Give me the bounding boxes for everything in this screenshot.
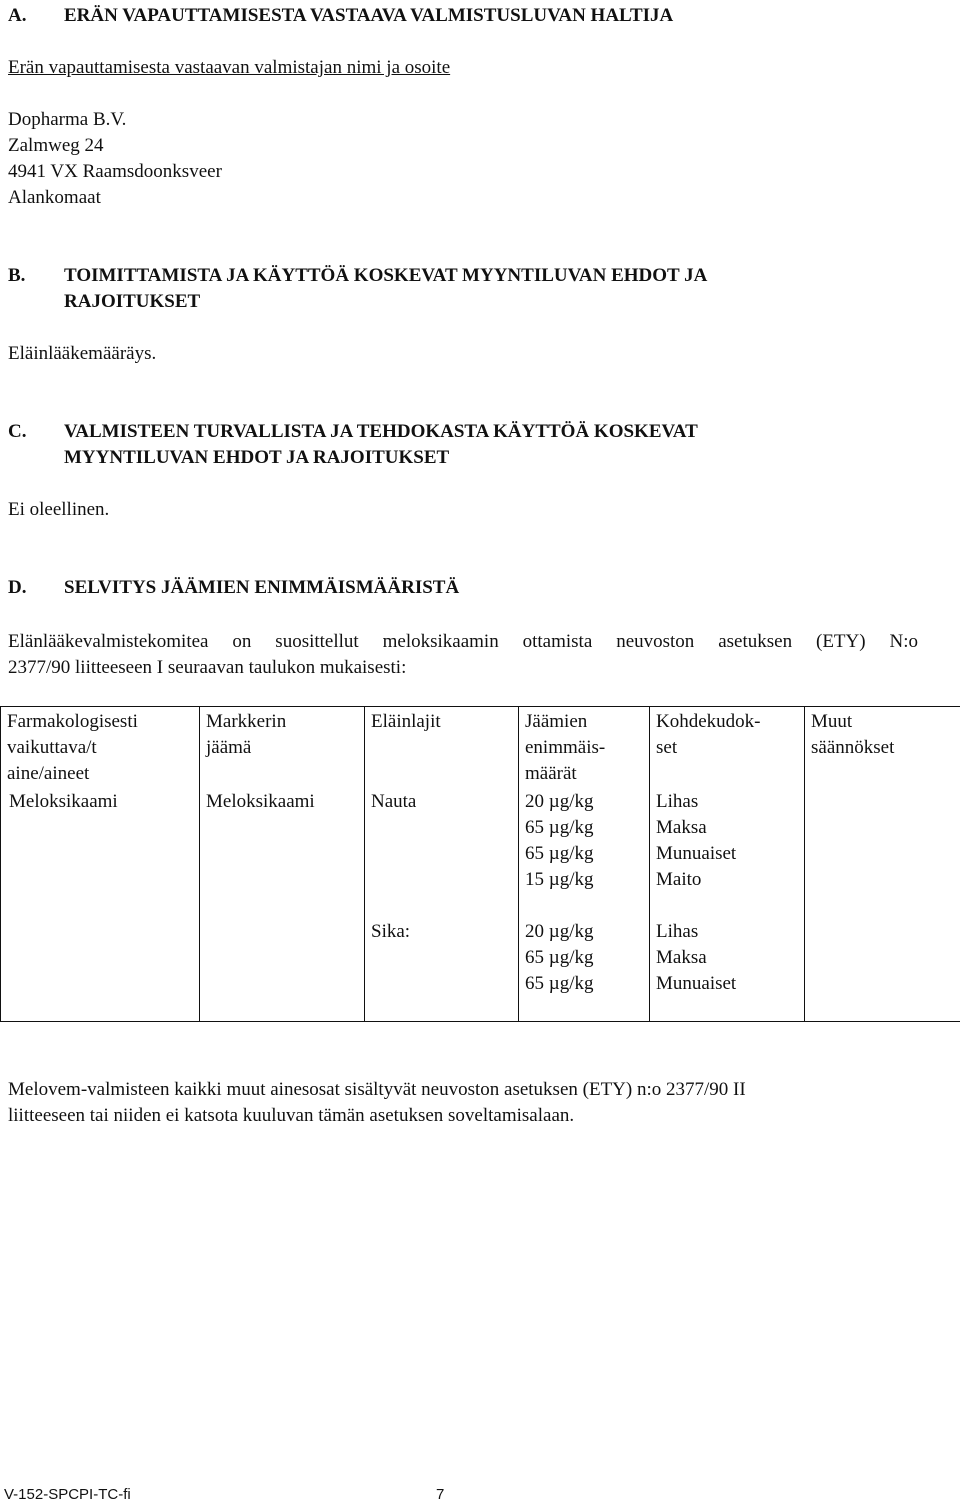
- section-a-subheading: Erän vapauttamisesta vastaavan valmistajan nimi ja osoite: [8, 57, 451, 78]
- species-name: Nauta: [371, 791, 417, 812]
- cell-substance: Meloksikaami: [1, 787, 200, 1022]
- cell-other: [805, 787, 960, 1022]
- species-name: Sika:: [371, 921, 411, 942]
- section-c-text: Ei oleellinen.: [8, 499, 110, 520]
- section-d-letter: D.: [8, 577, 27, 598]
- section-c-heading: [8, 419, 948, 471]
- closing-paragraph-line: Melovem-valmisteen kaikki muut ainesosat sisältyvät neuvoston asetuksen (ETY) n:o 2377/90 II: [8, 1079, 746, 1100]
- section-c-title-line: MYYNTILUVAN EHDOT JA RAJOITUKSET: [64, 447, 450, 468]
- section-b-title-line: RAJOITUKSET: [64, 291, 201, 312]
- cell-marker: Meloksikaami: [200, 787, 365, 1022]
- section-c-letter: C.: [8, 421, 27, 442]
- section-a-letter: A.: [8, 5, 27, 26]
- section-d-intro-line: Elänlääkevalmistekomitea on suosittellut meloksikaamin ottamista neuvoston asetuksen (ETY) N:o: [8, 631, 918, 652]
- section-a-heading: [8, 3, 948, 29]
- section-d-title: SELVITYS JÄÄMIEN ENIMMÄISMÄÄRISTÄ: [64, 577, 460, 598]
- header-cell-mrl: Jäämien enimmäis- määrät: [519, 707, 650, 788]
- table-header-row: [1, 707, 960, 788]
- section-b-text: Eläinlääkemääräys.: [8, 343, 157, 364]
- section-a-title: ERÄN VAPAUTTAMISESTA VASTAAVA VALMISTUSLUVAN HALTIJA: [64, 5, 674, 26]
- cell-mrl: 20 µg/kg 65 µg/kg 65 µg/kg 15 µg/kg 20 µg/kg 65 µg/kg 65 µg/kg: [519, 787, 650, 1022]
- address-line: Zalmweg 24: [8, 135, 104, 156]
- address-line: Dopharma B.V.: [8, 109, 127, 130]
- section-d-intro-line: 2377/90 liitteeseen I seuraavan taulukon mukaisesti:: [8, 657, 407, 678]
- footer-page-number: 7: [436, 1486, 445, 1503]
- header-cell-species: Eläinlajit: [365, 707, 519, 788]
- header-cell-other: Muut säännökset: [805, 707, 960, 788]
- cell-species: [365, 787, 519, 1022]
- cell-tissues: Lihas Maksa Munuaiset Maito Lihas Maksa Munuaiset: [650, 787, 805, 1022]
- section-b-title-line: TOIMITTAMISTA JA KÄYTTÖÄ KOSKEVAT MYYNTILUVAN EHDOT JA: [64, 265, 708, 286]
- header-cell-tissues: Kohdekudok- set: [650, 707, 805, 788]
- closing-paragraph-line: liitteeseen tai niiden ei katsota kuuluvan tämän asetuksen soveltamisalaan.: [8, 1105, 575, 1126]
- section-c-title-line: VALMISTEEN TURVALLISTA JA TEHDOKASTA KÄYTTÖÄ KOSKEVAT: [64, 421, 698, 442]
- table-row: [1, 787, 960, 1022]
- manufacturer-address: [8, 107, 222, 211]
- residue-limits-table: [0, 706, 960, 1022]
- section-b-letter: B.: [8, 265, 26, 286]
- address-line: 4941 VX Raamsdoonksveer: [8, 161, 222, 182]
- header-cell-substance: Farmakologisesti vaikuttava/t aine/aineet: [1, 707, 200, 788]
- footer-doc-code: V-152-SPCPI-TC-fi: [4, 1486, 131, 1503]
- section-b-heading: [8, 263, 948, 315]
- section-d-heading: [8, 575, 948, 601]
- header-cell-marker: Markkerin jäämä: [200, 707, 365, 788]
- address-line: Alankomaat: [8, 187, 101, 208]
